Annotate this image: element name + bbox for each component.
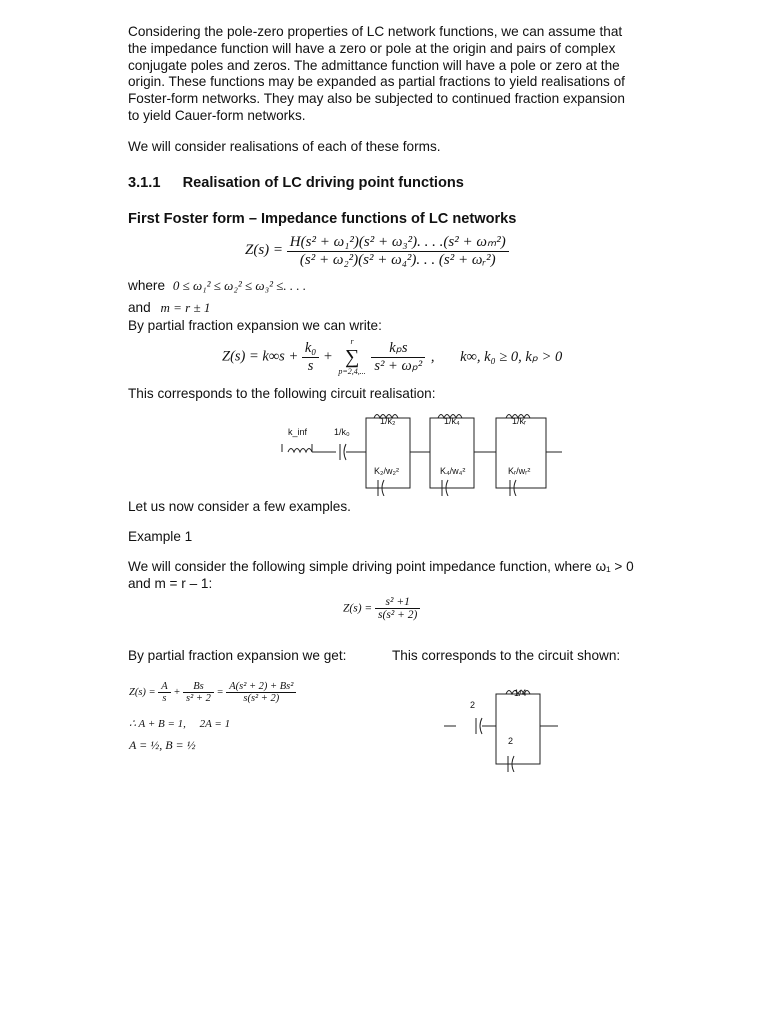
label-k2: 1/k₂ [380, 416, 396, 426]
partial-fraction-intro: By partial fraction expansion we can write: [128, 318, 382, 333]
example-1-equation [343, 596, 420, 621]
section-heading [128, 175, 464, 191]
ex-label-cap-series: 2 [470, 700, 476, 710]
section-number: 3.1.1 [128, 175, 161, 191]
pf-plus: + [322, 348, 333, 365]
circuit-shown-text: This corresponds to the circuit shown: [392, 648, 621, 663]
label-k4: 1/k₄ [444, 416, 460, 426]
pf-lhs: Z(s) = k∞s + [222, 348, 299, 365]
where-line [128, 278, 306, 294]
and-expr: m = r ± 1 [160, 300, 211, 315]
equation-partial-fraction: Z(s) = k∞s + $\frac{\text{k₀}}{s}$ + r ∑ p=2,4,... $\frac{\text{kₚs}}{\text{s² + ωₚ²}}$ , k∞, k₀ ≥ 0, kₚ > 0 [222, 337, 563, 376]
pf-eq1-c-num: A(s² + 2) + Bs² [229, 681, 294, 692]
pf-eq1-b-den: s² + 2 [183, 692, 214, 704]
pf-sum-symbol: ∑ [344, 346, 360, 368]
pf-sum-bottom: p=2,4,... [338, 367, 366, 376]
ex-label-cap-parallel: 2 [508, 736, 514, 746]
section-title: Realisation of LC driving point functions [182, 175, 464, 191]
pf-equations-line-2: ∴ A + B = 1, 2A = 1 [129, 718, 231, 730]
equation-main [245, 232, 509, 269]
equation-main-denominator: (s² + ω₂²)(s² + ω₄²). . . (s² + ωᵣ²) [287, 251, 509, 269]
ex1-lhs: Z(s) = [343, 602, 373, 615]
pf-k0-num: k₀ [304, 339, 317, 356]
pf-sum-top: r [350, 337, 354, 346]
pf-eq1-b-num: Bs [193, 681, 204, 692]
pf-eq1-lhs: Z(s) = [129, 687, 156, 698]
pf-sum [338, 337, 365, 377]
pf-eq1-equals: = [216, 687, 224, 698]
label-kinf: k_inf [288, 427, 308, 437]
foster-circuit-diagram [270, 404, 570, 496]
pf-eq1-plus: + [173, 687, 181, 698]
ex1-num: s² +1 [385, 596, 410, 608]
pf-kp-num: kₚs [389, 339, 408, 356]
pf-eq1-a-den: s [158, 692, 170, 704]
pf-eq1-c-den: s(s² + 2) [226, 692, 296, 704]
equation-main-numerator: H(s² + ω₁²)(s² + ω₃²). . . .(s² + ωₘ²) [289, 234, 506, 250]
example-1-description: We will consider the following simple driving point impedance function, where ω₁ > 0 and m = r – 1: [128, 559, 634, 591]
tank-1 [366, 418, 410, 488]
label-k4-w4: K₄/w₄² [440, 466, 466, 476]
where-label: where [128, 278, 166, 293]
pf-equations-line-1 [129, 681, 296, 704]
ex-tank [496, 694, 540, 764]
pf-get-text: By partial fraction expansion we get: [128, 648, 347, 663]
circuit-intro: This corresponds to the following circuit realisation: [128, 386, 436, 401]
inductor-kinf [288, 449, 312, 453]
and-line [128, 300, 210, 316]
examples-intro: Let us now consider a few examples. [128, 499, 351, 514]
pf-kp-den: s² + ωₚ² [371, 357, 425, 375]
ex-label-inductor: 1/4 [514, 688, 527, 698]
and-label: and [128, 300, 151, 315]
pf-condition: k∞, k₀ ≥ 0, kₚ > 0 [460, 348, 563, 365]
pf-k0-den: s [302, 357, 319, 375]
intro-paragraph-2: We will consider realisations of each of these forms. [128, 139, 441, 154]
label-k2-w2: K₂/w₂² [374, 466, 399, 476]
label-k0: 1/k₀ [334, 427, 350, 437]
intro-paragraph: Considering the pole-zero properties of LC network functions, we can assume that the impedance function will have a zero or pole at the origin and pairs of complex conjugate poles and zeros. The admittance function will have a pole or zero at the origin. These functions may be expanded as partial fractions to yield realisations of Foster-form networks. They may also be subjected to continued fraction expansion to yield Cauer-form networks. [128, 24, 625, 123]
example-1-title: Example 1 [128, 529, 193, 544]
subsection-heading: First Foster form – Impedance functions of LC networks [128, 211, 517, 227]
label-kr-wr: Kᵣ/wᵣ² [508, 466, 531, 476]
tank-2 [430, 418, 474, 488]
example-circuit-diagram [440, 680, 570, 772]
label-kr: 1/kᵣ [512, 416, 527, 426]
tank-r [496, 418, 546, 488]
pf-eq1-a-num: A [161, 681, 168, 692]
where-expr: 0 ≤ ω₁² ≤ ω₂² ≤ ω₃² ≤. . . . [172, 278, 307, 293]
ex1-den: s(s² + 2) [375, 608, 420, 621]
equation-main-lhs: Z(s) = [245, 242, 284, 258]
pf-equations-line-3: A = ½, B = ½ [129, 738, 196, 752]
